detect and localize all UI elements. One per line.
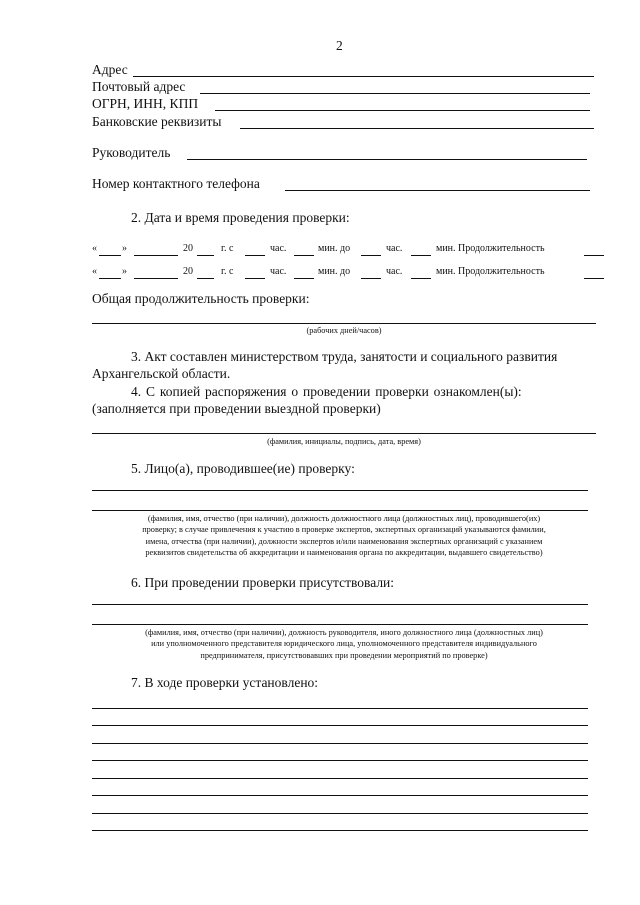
month-field[interactable] bbox=[134, 255, 178, 256]
duration-label: мин. Продолжительность bbox=[436, 243, 545, 254]
open-quote: « bbox=[92, 266, 97, 277]
present-field-1[interactable] bbox=[92, 604, 588, 605]
inspector-caption bbox=[92, 513, 596, 558]
address-label: Адрес bbox=[92, 62, 128, 77]
year-field[interactable] bbox=[197, 278, 214, 279]
section4-line1: 4. С копией распоряжения о проведении проверки ознакомлен(ы): bbox=[131, 384, 522, 399]
acquainted-caption: (фамилия, инициалы, подпись, дата, время) bbox=[267, 437, 421, 446]
present-caption bbox=[92, 627, 596, 661]
hours-label: час. bbox=[270, 266, 287, 277]
phone-label: Номер контактного телефона bbox=[92, 176, 260, 191]
year-prefix: 20 bbox=[183, 266, 193, 277]
total-duration-field[interactable] bbox=[92, 323, 596, 324]
minutes-to-label: мин. до bbox=[318, 243, 351, 254]
total-duration-label: Общая продолжительность проверки: bbox=[92, 291, 310, 306]
present-field-2[interactable] bbox=[92, 624, 588, 625]
hours2-label: час. bbox=[386, 266, 403, 277]
section5-heading: 5. Лицо(а), проводившее(ие) проверку: bbox=[131, 461, 355, 476]
ogrn-field[interactable] bbox=[215, 110, 590, 111]
day-field[interactable] bbox=[99, 278, 121, 279]
page-number: 2 bbox=[336, 38, 343, 53]
findings-line-3[interactable] bbox=[92, 743, 588, 744]
total-duration-caption: (рабочих дней/часов) bbox=[306, 326, 382, 335]
hour-to-field[interactable] bbox=[361, 255, 381, 256]
caption-line: проверку; в случае привлечения к участию в проверке экспертов, экспертных организаций указываются фамилии, bbox=[142, 525, 546, 535]
caption-line: предпринимателя, присутствовавших при проведении мероприятий по проверке) bbox=[200, 650, 488, 660]
section7-heading: 7. В ходе проверки установлено: bbox=[131, 675, 319, 690]
year-suffix: г. с bbox=[221, 266, 234, 277]
month-field[interactable] bbox=[134, 278, 178, 279]
postal-address-field[interactable] bbox=[200, 93, 590, 94]
postal-address-label: Почтовый адрес bbox=[92, 79, 186, 94]
hour-from-field[interactable] bbox=[245, 255, 265, 256]
bank-field[interactable] bbox=[240, 128, 594, 129]
year-prefix: 20 bbox=[183, 243, 193, 254]
section4-line2: (заполняется при проведении выездной проверки) bbox=[92, 401, 381, 416]
findings-line-8[interactable] bbox=[92, 830, 588, 831]
director-field[interactable] bbox=[187, 159, 587, 160]
minutes-to-label: мин. до bbox=[318, 266, 351, 277]
minute-from-field[interactable] bbox=[294, 278, 314, 279]
section6-heading: 6. При проведении проверки присутствовали: bbox=[131, 575, 395, 590]
section2-heading: 2. Дата и время проведения проверки: bbox=[131, 210, 350, 225]
caption-line: реквизитов свидетельства об аккредитации и наименования органа по аккредитации, выдавшего свидетельство) bbox=[145, 547, 543, 557]
open-quote: « bbox=[92, 243, 97, 254]
findings-line-6[interactable] bbox=[92, 795, 588, 796]
address-field[interactable] bbox=[133, 76, 594, 77]
bank-label: Банковские реквизиты bbox=[92, 114, 222, 129]
day-field[interactable] bbox=[99, 255, 121, 256]
close-quote: » bbox=[122, 243, 127, 254]
director-label: Руководитель bbox=[92, 145, 171, 160]
inspector-field-1[interactable] bbox=[92, 490, 588, 491]
acquainted-field[interactable] bbox=[92, 433, 596, 434]
caption-line: или уполномоченного представителя юридического лица, уполномоченного представителя индивидуального bbox=[151, 639, 537, 649]
caption-line: (фамилия, имя, отчество (при наличии), должность должностного лица (должностных лиц), проводившего(их) bbox=[147, 514, 541, 523]
caption-line: имена, отчества (при наличии), должности экспертов и/или наименования экспертных организаций с указанием bbox=[145, 536, 543, 546]
year-field[interactable] bbox=[197, 255, 214, 256]
duration-label: мин. Продолжительность bbox=[436, 266, 545, 277]
hours2-label: час. bbox=[386, 243, 403, 254]
findings-line-2[interactable] bbox=[92, 725, 588, 726]
section3-line1: 3. Акт составлен министерством труда, занятости и социального развития bbox=[131, 349, 558, 364]
hour-to-field[interactable] bbox=[361, 278, 381, 279]
year-suffix: г. с bbox=[221, 243, 234, 254]
minute-to-field[interactable] bbox=[411, 255, 431, 256]
caption-line: (фамилия, имя, отчество (при наличии), должность руководителя, иного должностного лица (должностных лиц) bbox=[145, 628, 543, 637]
minute-from-field[interactable] bbox=[294, 255, 314, 256]
hour-from-field[interactable] bbox=[245, 278, 265, 279]
phone-field[interactable] bbox=[285, 190, 590, 191]
hours-label: час. bbox=[270, 243, 287, 254]
minute-to-field[interactable] bbox=[411, 278, 431, 279]
findings-line-5[interactable] bbox=[92, 778, 588, 779]
duration-field[interactable] bbox=[584, 278, 604, 279]
findings-line-4[interactable] bbox=[92, 760, 588, 761]
findings-line-1[interactable] bbox=[92, 708, 588, 709]
section3-line2: Архангельской области. bbox=[92, 366, 231, 381]
findings-line-7[interactable] bbox=[92, 813, 588, 814]
duration-field[interactable] bbox=[584, 255, 604, 256]
close-quote: » bbox=[122, 266, 127, 277]
inspector-field-2[interactable] bbox=[92, 510, 588, 511]
ogrn-label: ОГРН, ИНН, КПП bbox=[92, 96, 199, 111]
